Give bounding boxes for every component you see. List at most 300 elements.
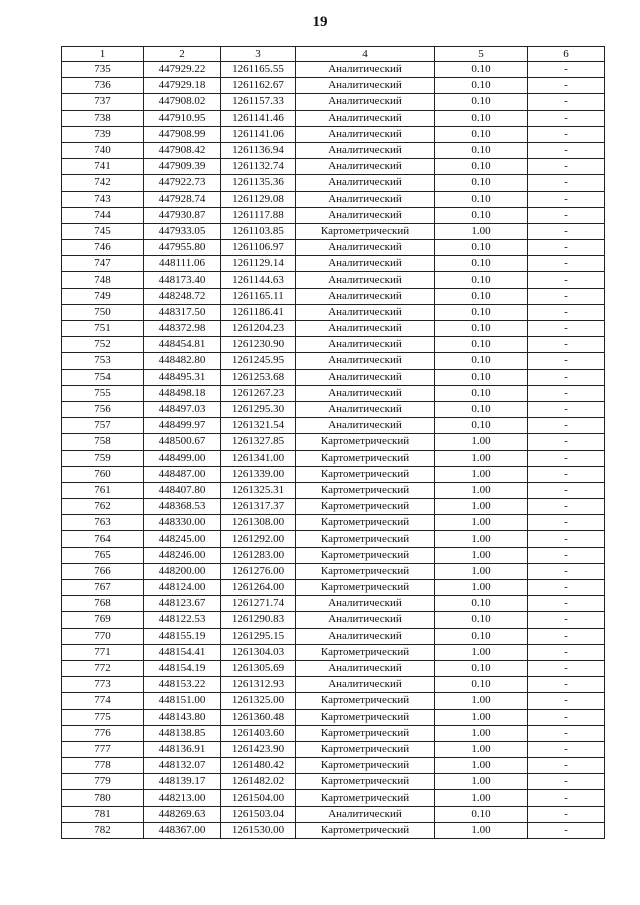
table-row (62, 110, 605, 126)
point-number-cell: 758 (62, 434, 144, 450)
x-coordinate-cell: 448124.00 (144, 580, 221, 596)
y-coordinate-cell: 1261403.60 (221, 725, 296, 741)
point-number-cell: 775 (62, 709, 144, 725)
point-number-cell: 771 (62, 644, 144, 660)
method-cell: Картометрический (296, 223, 435, 239)
x-coordinate-cell: 447910.95 (144, 110, 221, 126)
table-row (62, 321, 605, 337)
y-coordinate-cell: 1261276.00 (221, 563, 296, 579)
y-coordinate-cell: 1261360.48 (221, 709, 296, 725)
note-cell: - (528, 272, 605, 288)
y-coordinate-cell: 1261305.69 (221, 660, 296, 676)
x-coordinate-cell: 448153.22 (144, 677, 221, 693)
y-coordinate-cell: 1261204.23 (221, 321, 296, 337)
table-row (62, 644, 605, 660)
accuracy-cell: 0.10 (435, 175, 528, 191)
method-cell: Картометрический (296, 758, 435, 774)
x-coordinate-cell: 448407.80 (144, 482, 221, 498)
method-cell: Картометрический (296, 515, 435, 531)
table-row (62, 401, 605, 417)
y-coordinate-cell: 1261132.74 (221, 159, 296, 175)
x-coordinate-cell: 448482.80 (144, 353, 221, 369)
accuracy-cell: 1.00 (435, 563, 528, 579)
method-cell: Картометрический (296, 482, 435, 498)
method-cell: Аналитический (296, 385, 435, 401)
accuracy-cell: 0.10 (435, 304, 528, 320)
note-cell: - (528, 774, 605, 790)
x-coordinate-cell: 447922.73 (144, 175, 221, 191)
method-cell: Картометрический (296, 563, 435, 579)
method-cell: Картометрический (296, 725, 435, 741)
point-number-cell: 768 (62, 596, 144, 612)
table-row (62, 385, 605, 401)
point-number-cell: 774 (62, 693, 144, 709)
accuracy-cell: 0.10 (435, 62, 528, 78)
table-row (62, 758, 605, 774)
method-cell: Аналитический (296, 142, 435, 158)
y-coordinate-cell: 1261117.88 (221, 207, 296, 223)
table-row (62, 337, 605, 353)
table-row (62, 272, 605, 288)
y-coordinate-cell: 1261339.00 (221, 466, 296, 482)
note-cell: - (528, 515, 605, 531)
note-cell: - (528, 240, 605, 256)
accuracy-cell: 1.00 (435, 450, 528, 466)
y-coordinate-cell: 1261327.85 (221, 434, 296, 450)
method-cell: Аналитический (296, 256, 435, 272)
y-coordinate-cell: 1261325.31 (221, 482, 296, 498)
table-row (62, 806, 605, 822)
accuracy-cell: 0.10 (435, 240, 528, 256)
point-number-cell: 767 (62, 580, 144, 596)
table-row (62, 660, 605, 676)
accuracy-cell: 1.00 (435, 466, 528, 482)
point-number-cell: 777 (62, 741, 144, 757)
x-coordinate-cell: 448122.53 (144, 612, 221, 628)
x-coordinate-cell: 448245.00 (144, 531, 221, 547)
accuracy-cell: 1.00 (435, 482, 528, 498)
x-coordinate-cell: 448368.53 (144, 499, 221, 515)
table-row (62, 822, 605, 838)
x-coordinate-cell: 448136.91 (144, 741, 221, 757)
table-row (62, 612, 605, 628)
note-cell: - (528, 758, 605, 774)
table-row (62, 725, 605, 741)
point-number-cell: 747 (62, 256, 144, 272)
y-coordinate-cell: 1261141.06 (221, 126, 296, 142)
accuracy-cell: 0.10 (435, 94, 528, 110)
method-cell: Аналитический (296, 660, 435, 676)
method-cell: Аналитический (296, 612, 435, 628)
point-number-cell: 757 (62, 418, 144, 434)
table-row (62, 677, 605, 693)
table-row (62, 531, 605, 547)
point-number-cell: 743 (62, 191, 144, 207)
note-cell: - (528, 337, 605, 353)
note-cell: - (528, 580, 605, 596)
point-number-cell: 737 (62, 94, 144, 110)
note-cell: - (528, 822, 605, 838)
x-coordinate-cell: 448500.67 (144, 434, 221, 450)
x-coordinate-cell: 448143.80 (144, 709, 221, 725)
table-row (62, 304, 605, 320)
note-cell: - (528, 223, 605, 239)
method-cell: Аналитический (296, 78, 435, 94)
accuracy-cell: 1.00 (435, 580, 528, 596)
y-coordinate-cell: 1261321.54 (221, 418, 296, 434)
point-number-cell: 772 (62, 660, 144, 676)
x-coordinate-cell: 448111.06 (144, 256, 221, 272)
y-coordinate-cell: 1261186.41 (221, 304, 296, 320)
method-cell: Аналитический (296, 207, 435, 223)
table-row (62, 207, 605, 223)
method-cell: Картометрический (296, 741, 435, 757)
accuracy-cell: 1.00 (435, 709, 528, 725)
accuracy-cell: 0.10 (435, 628, 528, 644)
method-cell: Картометрический (296, 644, 435, 660)
x-coordinate-cell: 448372.98 (144, 321, 221, 337)
accuracy-cell: 0.10 (435, 78, 528, 94)
point-number-cell: 766 (62, 563, 144, 579)
x-coordinate-cell: 448454.81 (144, 337, 221, 353)
method-cell: Аналитический (296, 418, 435, 434)
note-cell: - (528, 466, 605, 482)
table-row (62, 580, 605, 596)
accuracy-cell: 1.00 (435, 499, 528, 515)
point-number-cell: 780 (62, 790, 144, 806)
note-cell: - (528, 677, 605, 693)
accuracy-cell: 0.10 (435, 288, 528, 304)
column-header: 4 (296, 47, 435, 62)
accuracy-cell: 1.00 (435, 223, 528, 239)
y-coordinate-cell: 1261103.85 (221, 223, 296, 239)
point-number-cell: 755 (62, 385, 144, 401)
y-coordinate-cell: 1261304.03 (221, 644, 296, 660)
y-coordinate-cell: 1261295.30 (221, 401, 296, 417)
accuracy-cell: 1.00 (435, 434, 528, 450)
y-coordinate-cell: 1261129.08 (221, 191, 296, 207)
point-number-cell: 778 (62, 758, 144, 774)
note-cell: - (528, 385, 605, 401)
table-row (62, 547, 605, 563)
accuracy-cell: 1.00 (435, 741, 528, 757)
x-coordinate-cell: 448498.18 (144, 385, 221, 401)
point-number-cell: 753 (62, 353, 144, 369)
note-cell: - (528, 110, 605, 126)
note-cell: - (528, 531, 605, 547)
accuracy-cell: 0.10 (435, 159, 528, 175)
table-row (62, 78, 605, 94)
note-cell: - (528, 321, 605, 337)
x-coordinate-cell: 448487.00 (144, 466, 221, 482)
method-cell: Картометрический (296, 709, 435, 725)
y-coordinate-cell: 1261267.23 (221, 385, 296, 401)
x-coordinate-cell: 448497.03 (144, 401, 221, 417)
point-number-cell: 735 (62, 62, 144, 78)
table-row (62, 466, 605, 482)
point-number-cell: 764 (62, 531, 144, 547)
method-cell: Аналитический (296, 369, 435, 385)
y-coordinate-cell: 1261317.37 (221, 499, 296, 515)
table-row (62, 353, 605, 369)
y-coordinate-cell: 1261312.93 (221, 677, 296, 693)
point-number-cell: 782 (62, 822, 144, 838)
point-number-cell: 744 (62, 207, 144, 223)
x-coordinate-cell: 447930.87 (144, 207, 221, 223)
y-coordinate-cell: 1261106.97 (221, 240, 296, 256)
y-coordinate-cell: 1261271.74 (221, 596, 296, 612)
y-coordinate-cell: 1261504.00 (221, 790, 296, 806)
method-cell: Аналитический (296, 288, 435, 304)
note-cell: - (528, 725, 605, 741)
method-cell: Аналитический (296, 110, 435, 126)
method-cell: Аналитический (296, 191, 435, 207)
accuracy-cell: 0.10 (435, 612, 528, 628)
table-row (62, 450, 605, 466)
point-number-cell: 763 (62, 515, 144, 531)
note-cell: - (528, 434, 605, 450)
y-coordinate-cell: 1261157.33 (221, 94, 296, 110)
y-coordinate-cell: 1261482.02 (221, 774, 296, 790)
method-cell: Картометрический (296, 531, 435, 547)
table-row (62, 62, 605, 78)
point-number-cell: 773 (62, 677, 144, 693)
point-number-cell: 760 (62, 466, 144, 482)
x-coordinate-cell: 447929.18 (144, 78, 221, 94)
note-cell: - (528, 790, 605, 806)
note-cell: - (528, 693, 605, 709)
method-cell: Аналитический (296, 304, 435, 320)
accuracy-cell: 1.00 (435, 774, 528, 790)
x-coordinate-cell: 448200.00 (144, 563, 221, 579)
table-row (62, 515, 605, 531)
note-cell: - (528, 159, 605, 175)
method-cell: Аналитический (296, 126, 435, 142)
point-number-cell: 741 (62, 159, 144, 175)
x-coordinate-cell: 448173.40 (144, 272, 221, 288)
x-coordinate-cell: 448213.00 (144, 790, 221, 806)
note-cell: - (528, 401, 605, 417)
accuracy-cell: 0.10 (435, 191, 528, 207)
y-coordinate-cell: 1261129.14 (221, 256, 296, 272)
accuracy-cell: 1.00 (435, 693, 528, 709)
point-number-cell: 761 (62, 482, 144, 498)
point-number-cell: 749 (62, 288, 144, 304)
page-number: 19 (312, 14, 328, 30)
note-cell: - (528, 547, 605, 563)
table-row (62, 790, 605, 806)
accuracy-cell: 0.10 (435, 272, 528, 288)
accuracy-cell: 0.10 (435, 110, 528, 126)
y-coordinate-cell: 1261530.00 (221, 822, 296, 838)
note-cell: - (528, 450, 605, 466)
method-cell: Аналитический (296, 353, 435, 369)
x-coordinate-cell: 447909.39 (144, 159, 221, 175)
accuracy-cell: 0.10 (435, 385, 528, 401)
table-row (62, 709, 605, 725)
table-row (62, 142, 605, 158)
table-body (62, 62, 605, 839)
point-number-cell: 765 (62, 547, 144, 563)
x-coordinate-cell: 447933.05 (144, 223, 221, 239)
point-number-cell: 742 (62, 175, 144, 191)
table-row (62, 94, 605, 110)
method-cell: Аналитический (296, 806, 435, 822)
point-number-cell: 748 (62, 272, 144, 288)
y-coordinate-cell: 1261165.11 (221, 288, 296, 304)
x-coordinate-cell: 448154.19 (144, 660, 221, 676)
note-cell: - (528, 142, 605, 158)
x-coordinate-cell: 448499.97 (144, 418, 221, 434)
method-cell: Картометрический (296, 790, 435, 806)
note-cell: - (528, 126, 605, 142)
x-coordinate-cell: 447908.02 (144, 94, 221, 110)
x-coordinate-cell: 448132.07 (144, 758, 221, 774)
table-row (62, 482, 605, 498)
accuracy-cell: 1.00 (435, 531, 528, 547)
y-coordinate-cell: 1261165.55 (221, 62, 296, 78)
accuracy-cell: 1.00 (435, 822, 528, 838)
method-cell: Картометрический (296, 547, 435, 563)
note-cell: - (528, 644, 605, 660)
point-number-cell: 769 (62, 612, 144, 628)
y-coordinate-cell: 1261135.36 (221, 175, 296, 191)
note-cell: - (528, 499, 605, 515)
accuracy-cell: 0.10 (435, 369, 528, 385)
note-cell: - (528, 175, 605, 191)
point-number-cell: 738 (62, 110, 144, 126)
x-coordinate-cell: 448123.67 (144, 596, 221, 612)
table-row (62, 256, 605, 272)
x-coordinate-cell: 448317.50 (144, 304, 221, 320)
table-row (62, 693, 605, 709)
y-coordinate-cell: 1261162.67 (221, 78, 296, 94)
table-row (62, 175, 605, 191)
accuracy-cell: 1.00 (435, 758, 528, 774)
note-cell: - (528, 418, 605, 434)
method-cell: Картометрический (296, 822, 435, 838)
x-coordinate-cell: 447929.22 (144, 62, 221, 78)
x-coordinate-cell: 448246.00 (144, 547, 221, 563)
column-header: 5 (435, 47, 528, 62)
method-cell: Аналитический (296, 321, 435, 337)
note-cell: - (528, 806, 605, 822)
note-cell: - (528, 369, 605, 385)
accuracy-cell: 0.10 (435, 142, 528, 158)
x-coordinate-cell: 447928.74 (144, 191, 221, 207)
method-cell: Картометрический (296, 774, 435, 790)
accuracy-cell: 1.00 (435, 515, 528, 531)
accuracy-cell: 0.10 (435, 256, 528, 272)
table-row (62, 126, 605, 142)
table-row (62, 191, 605, 207)
note-cell: - (528, 288, 605, 304)
x-coordinate-cell: 448151.00 (144, 693, 221, 709)
point-number-cell: 759 (62, 450, 144, 466)
table-row (62, 369, 605, 385)
y-coordinate-cell: 1261144.63 (221, 272, 296, 288)
y-coordinate-cell: 1261283.00 (221, 547, 296, 563)
point-number-cell: 740 (62, 142, 144, 158)
y-coordinate-cell: 1261325.00 (221, 693, 296, 709)
y-coordinate-cell: 1261295.15 (221, 628, 296, 644)
note-cell: - (528, 207, 605, 223)
note-cell: - (528, 62, 605, 78)
point-number-cell: 770 (62, 628, 144, 644)
accuracy-cell: 0.10 (435, 207, 528, 223)
method-cell: Аналитический (296, 94, 435, 110)
point-number-cell: 781 (62, 806, 144, 822)
y-coordinate-cell: 1261245.95 (221, 353, 296, 369)
x-coordinate-cell: 448139.17 (144, 774, 221, 790)
accuracy-cell: 0.10 (435, 660, 528, 676)
table-header-row (62, 47, 605, 62)
table-row (62, 223, 605, 239)
method-cell: Аналитический (296, 628, 435, 644)
point-number-cell: 746 (62, 240, 144, 256)
y-coordinate-cell: 1261480.42 (221, 758, 296, 774)
column-header: 6 (528, 47, 605, 62)
x-coordinate-cell: 448495.31 (144, 369, 221, 385)
point-number-cell: 739 (62, 126, 144, 142)
table-row (62, 741, 605, 757)
accuracy-cell: 0.10 (435, 806, 528, 822)
y-coordinate-cell: 1261308.00 (221, 515, 296, 531)
method-cell: Аналитический (296, 240, 435, 256)
x-coordinate-cell: 447955.80 (144, 240, 221, 256)
table-row (62, 774, 605, 790)
method-cell: Аналитический (296, 62, 435, 78)
y-coordinate-cell: 1261423.90 (221, 741, 296, 757)
point-number-cell: 750 (62, 304, 144, 320)
note-cell: - (528, 353, 605, 369)
table-row (62, 596, 605, 612)
table-row (62, 418, 605, 434)
accuracy-cell: 0.10 (435, 353, 528, 369)
accuracy-cell: 1.00 (435, 790, 528, 806)
accuracy-cell: 0.10 (435, 596, 528, 612)
y-coordinate-cell: 1261230.90 (221, 337, 296, 353)
method-cell: Картометрический (296, 450, 435, 466)
note-cell: - (528, 256, 605, 272)
table-row (62, 288, 605, 304)
note-cell: - (528, 563, 605, 579)
method-cell: Аналитический (296, 272, 435, 288)
note-cell: - (528, 596, 605, 612)
x-coordinate-cell: 447908.99 (144, 126, 221, 142)
accuracy-cell: 1.00 (435, 644, 528, 660)
y-coordinate-cell: 1261264.00 (221, 580, 296, 596)
point-number-cell: 754 (62, 369, 144, 385)
x-coordinate-cell: 448138.85 (144, 725, 221, 741)
x-coordinate-cell: 448330.00 (144, 515, 221, 531)
point-number-cell: 736 (62, 78, 144, 94)
point-number-cell: 752 (62, 337, 144, 353)
method-cell: Аналитический (296, 401, 435, 417)
method-cell: Аналитический (296, 337, 435, 353)
point-number-cell: 762 (62, 499, 144, 515)
y-coordinate-cell: 1261292.00 (221, 531, 296, 547)
x-coordinate-cell: 448499.00 (144, 450, 221, 466)
note-cell: - (528, 482, 605, 498)
note-cell: - (528, 78, 605, 94)
y-coordinate-cell: 1261141.46 (221, 110, 296, 126)
point-number-cell: 776 (62, 725, 144, 741)
method-cell: Картометрический (296, 466, 435, 482)
accuracy-cell: 0.10 (435, 418, 528, 434)
coordinates-table (61, 46, 605, 839)
accuracy-cell: 0.10 (435, 321, 528, 337)
